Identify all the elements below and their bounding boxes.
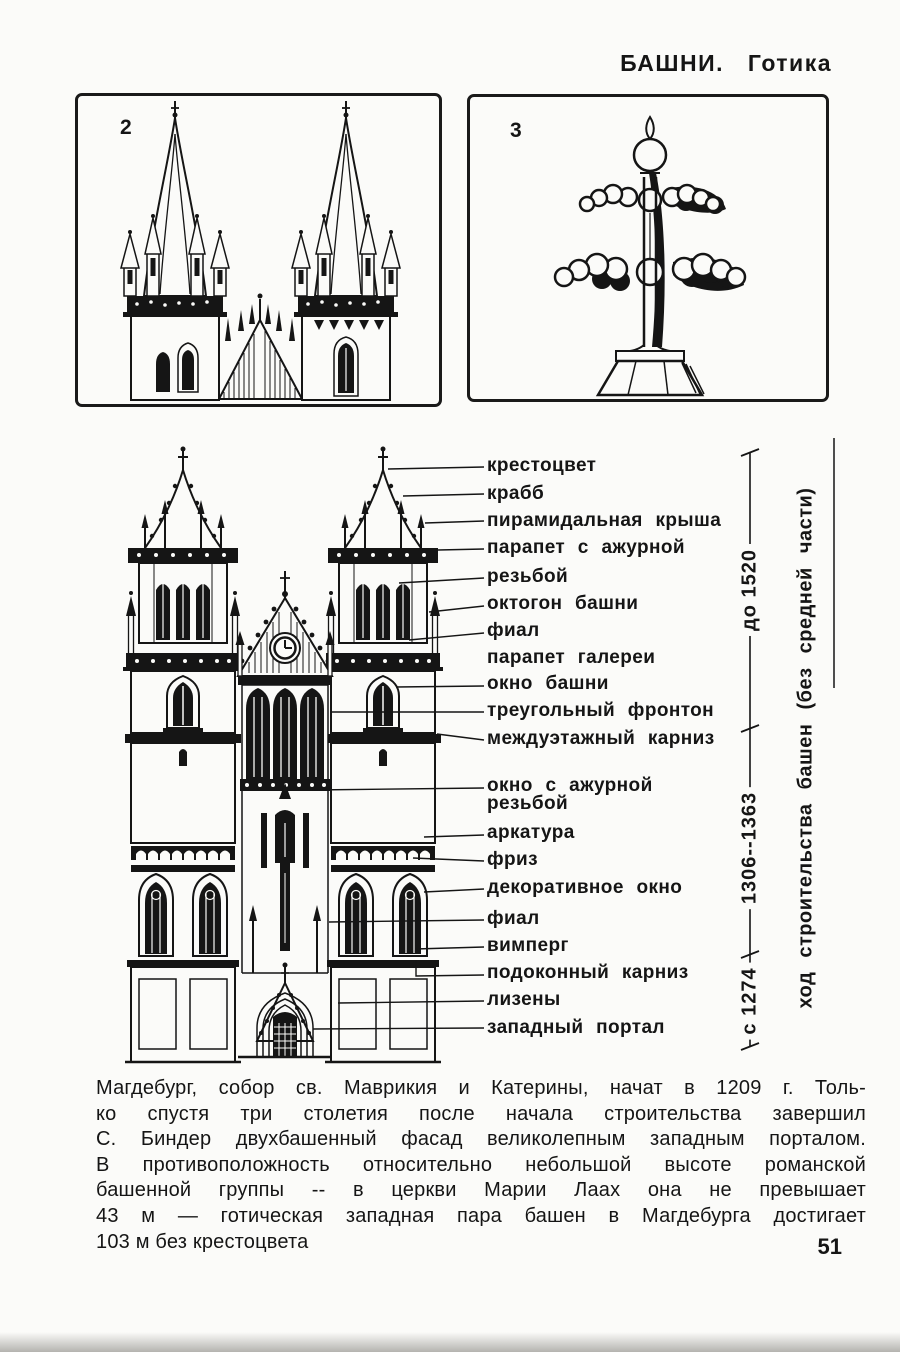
left-tower	[123, 447, 243, 1063]
central-gable-with-clock	[236, 571, 335, 685]
diagram-label-rezboi: резьбой	[487, 566, 569, 587]
diagram-label-oktogon: октогон башни	[487, 593, 639, 614]
timeline-axis-title: ход строительства башен (без средней части)	[794, 487, 817, 1009]
right-tower-window	[334, 337, 358, 396]
right-tower	[323, 447, 443, 1063]
crocket-finial-drawing	[470, 97, 826, 399]
diagram-label-floor-cornice: междуэтажный карниз	[487, 728, 715, 749]
caption-text	[96, 1076, 866, 1255]
twin-spired-towers-drawing	[78, 96, 439, 404]
timeline-period-1306-1363: 1306--1363	[738, 787, 763, 909]
caption-line: 103 м без крестоцвета	[96, 1230, 309, 1253]
page-number: 51	[817, 1234, 842, 1259]
diagram-label-sill-cornice: подоконный карниз	[487, 962, 689, 983]
caption-line: башенной группы -- в церкви Марии Лаах она не превышает	[96, 1179, 866, 1202]
diagram-label-friz: фриз	[487, 849, 538, 870]
diagram-label-parapet-azhur: парапет с ажурной	[487, 537, 685, 558]
diagram-label-gable: треугольный фронтон	[487, 700, 715, 721]
west-portal	[238, 963, 332, 1058]
diagram-label-pyramid-roof: пирамидальная крыша	[487, 510, 722, 531]
diagram-label-krabb: крабб	[487, 483, 545, 504]
caption-line: Магдебург, собор св. Маврикия и Катерины, начат в 1209 г. Толь-	[96, 1077, 866, 1099]
figure-3-number: 3	[510, 119, 522, 142]
finial-body	[555, 117, 745, 395]
caption-line: В противоположность относительно небольшой высоте романской	[96, 1153, 866, 1176]
figure-2-number: 2	[120, 116, 132, 139]
diagram-label-tower-window: окно башни	[487, 673, 609, 694]
diagram-label-fial-1: фиал	[487, 620, 540, 641]
timeline-dimension-line	[741, 449, 759, 1050]
diagram-label-krestotsvet: крестоцвет	[487, 455, 597, 476]
diagram-label-decor-window: декоративное окно	[487, 877, 683, 898]
cathedral-elevation-drawing	[93, 443, 470, 1067]
diagram-label-fial-2: фиал	[487, 908, 540, 929]
diagram-label-vimperg: вимперг	[487, 935, 569, 956]
central-middle-statue-zone	[242, 783, 328, 973]
scan-shadow	[0, 1332, 900, 1352]
diagram-label-lizeny: лизены	[487, 989, 561, 1010]
diagram-label-parapet-gallery: парапет галереи	[487, 647, 656, 668]
page-title: БАШНИ. Готика	[620, 50, 832, 76]
diagram-label-arkatura: аркатура	[487, 822, 575, 843]
caption-line: С. Биндер двухбашенный фасад великолепным западным порталом.	[96, 1128, 866, 1151]
central-gable	[219, 294, 302, 400]
figure-3-frame	[467, 94, 829, 402]
caption-line: ко спустя три столетия после начала строительства завершил	[96, 1102, 866, 1125]
timeline-period-do-1520: до 1520	[738, 544, 763, 636]
diagram-label-west-portal: западный портал	[487, 1017, 665, 1038]
timeline-period-s-1274: с 1274	[738, 962, 763, 1039]
caption-line: 43 м — готическая западная пара башен в Магдебурга достигает	[96, 1204, 866, 1227]
diagram-label-tracery-window: окно с ажурной	[487, 775, 653, 796]
central-lancet-windows	[240, 685, 330, 791]
diagram-label-rezboi-2: резьбой	[487, 793, 569, 814]
figure-2-frame	[75, 93, 442, 407]
